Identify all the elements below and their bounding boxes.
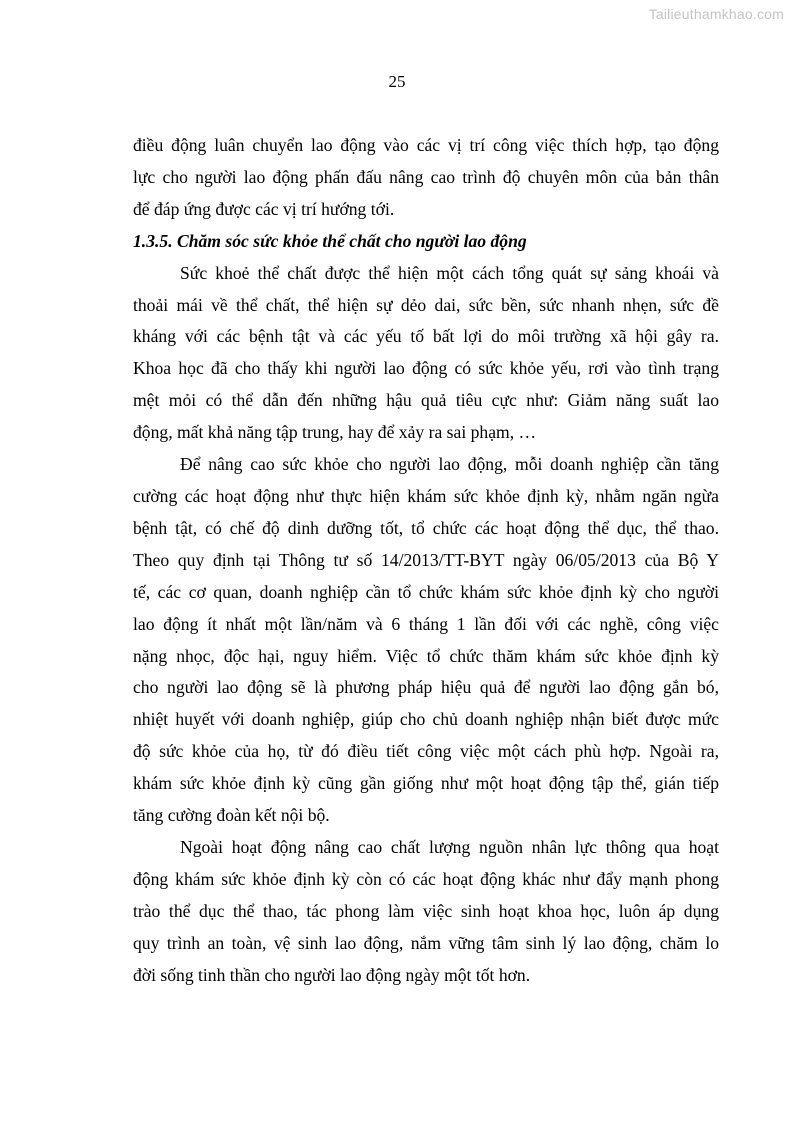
document-body <box>133 130 719 991</box>
text-line: Theo quy định tại Thông tư số 14/2013/TT-BYT ngày 06/05/2013 của Bộ Y <box>133 549 719 570</box>
text-line: trào thể dục thể thao, tác phong làm việc sinh hoạt khoa học, luôn áp dụng <box>133 900 719 921</box>
text-line: để đáp ứng được các vị trí hướng tới. <box>133 198 395 219</box>
section-heading: 1.3.5. Chăm sóc sức khỏe thể chất cho người lao động <box>133 230 527 251</box>
text-line: nhiệt huyết với doanh nghiệp, giúp cho chủ doanh nghiệp nhận biết được mức <box>133 709 719 730</box>
paragraph-1 <box>133 258 719 449</box>
text-line: cho người lao động sẽ là phương pháp hiệu quả để người lao động gắn bó, <box>133 677 719 698</box>
watermark: Tailieuthamkhao.com <box>648 6 784 22</box>
text-line: kháng với các bệnh tật và các yếu tố bất lợi do môi trường xã hội gây ra. <box>133 326 719 347</box>
text-line: cường các hoạt động như thực hiện khám sức khỏe định kỳ, nhằm ngăn ngừa <box>133 485 719 506</box>
paragraph-3 <box>133 832 719 992</box>
text-line: điều động luân chuyển lao động vào các vị trí công việc thích hợp, tạo động <box>133 135 719 155</box>
text-line: thoải mái về thể chất, thể hiện sự dẻo dai, sức bền, sức nhanh nhẹn, sức đề <box>133 294 719 315</box>
text-line: tế, các cơ quan, doanh nghiệp cần tổ chức khám sức khỏe định kỳ cho người <box>133 581 719 602</box>
text-line: quy trình an toàn, vệ sinh lao động, nắm vững tâm sinh lý lao động, chăm lo <box>133 932 719 953</box>
text-line: động, mất khả năng tập trung, hay để xảy ra sai phạm, … <box>133 422 537 443</box>
text-line: độ sức khỏe của họ, từ đó điều tiết công việc một cách phù hợp. Ngoài ra, <box>133 741 719 762</box>
paragraph-intro <box>133 130 719 226</box>
text-line: Để nâng cao sức khỏe cho người lao động, mỗi doanh nghiệp cần tăng <box>180 454 719 475</box>
text-line: bệnh tật, có chế độ dinh dưỡng tốt, tổ chức các hoạt động thể dục, thể thao. <box>133 517 719 538</box>
text-line: mệt mỏi có thể dẫn đến những hậu quả tiêu cực như: Giảm năng suất lao <box>133 390 719 411</box>
text-line: Sức khoẻ thể chất được thể hiện một cách tổng quát sự sảng khoái và <box>180 262 719 283</box>
text-line: khám sức khỏe định kỳ cũng gần giống như một hoạt động tập thể, gián tiếp <box>133 773 719 794</box>
paragraph-2 <box>133 449 719 832</box>
text-line: lực cho người lao động phấn đấu nâng cao trình độ chuyên môn của bản thân <box>133 166 719 187</box>
text-line: lao động ít nhất một lần/năm và 6 tháng 1 lần đối với các nghề, công việc <box>133 613 719 634</box>
text-line: động khám sức khỏe định kỳ còn có các hoạt động khác như đẩy mạnh phong <box>133 868 719 889</box>
text-line: đời sống tinh thần cho người lao động ngày một tốt hơn. <box>133 964 531 985</box>
page-number: 25 <box>388 72 406 91</box>
text-line: tăng cường đoàn kết nội bộ. <box>133 805 330 826</box>
text-line: nặng nhọc, độc hại, nguy hiểm. Việc tổ chức thăm khám sức khỏe định kỳ <box>133 645 719 666</box>
text-line: Ngoài hoạt động nâng cao chất lượng nguồn nhân lực thông qua hoạt <box>180 836 719 857</box>
text-line: Khoa học đã cho thấy khi người lao động có sức khỏe yếu, rơi vào tình trạng <box>133 358 719 379</box>
